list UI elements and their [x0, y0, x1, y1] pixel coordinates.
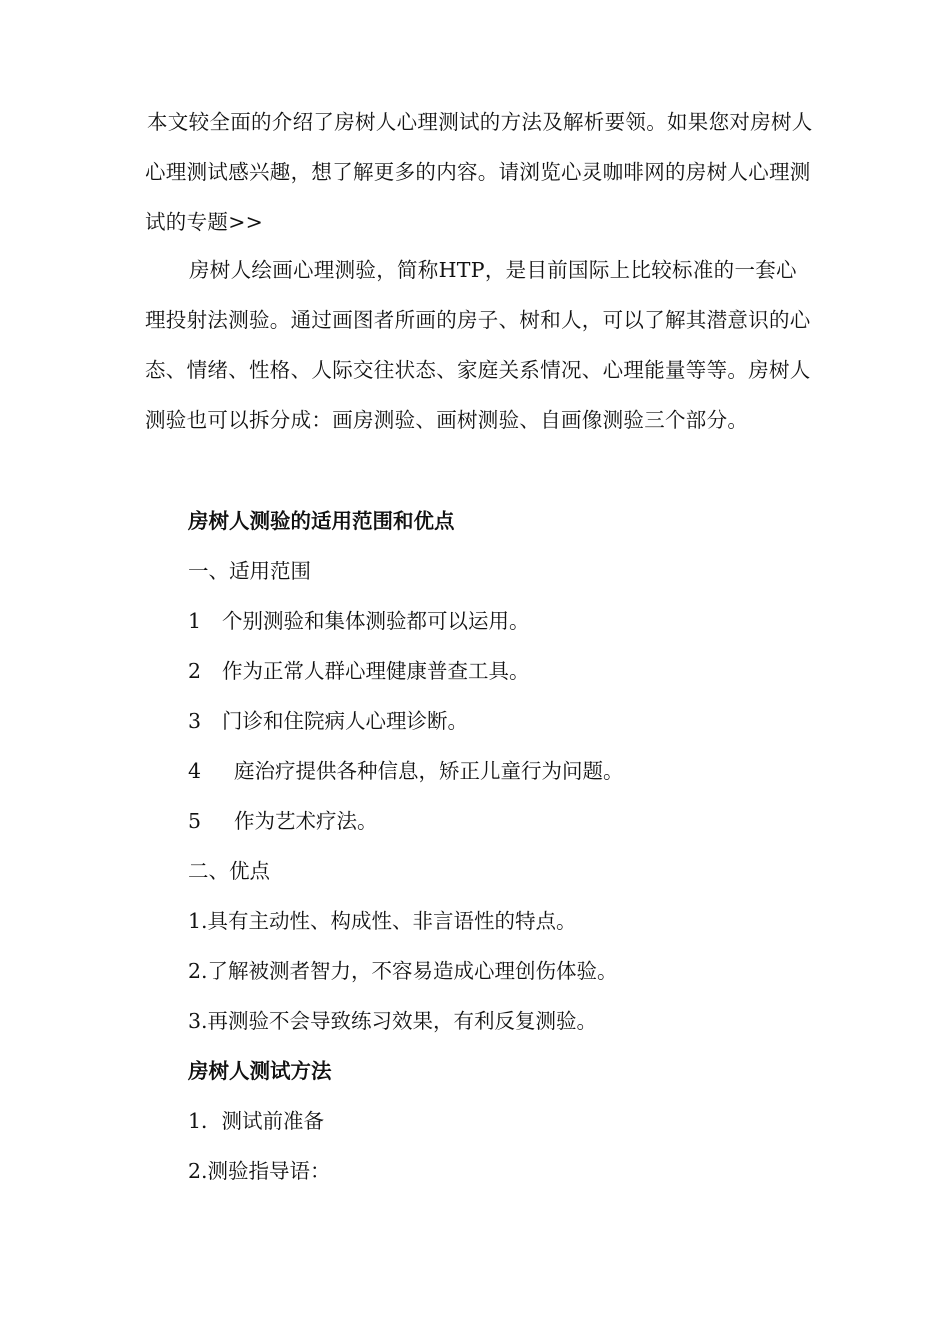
method-step: 1．测试前准备 [188, 1109, 325, 1133]
scope-title: 一、适用范围 [188, 559, 311, 583]
advantages-title: 二、优点 [188, 859, 270, 883]
list-item-text: 庭治疗提供各种信息，矫正儿童行为问题。 [234, 759, 624, 783]
list-item [188, 746, 624, 796]
list-item-number: 1 [188, 609, 202, 633]
list-item-text: 门诊和住院病人心理诊断。 [222, 709, 468, 733]
method-step: 2.测验指导语： [188, 1159, 331, 1183]
list-item-text: 作为艺术疗法。 [234, 809, 378, 833]
advantage-item: 2.了解被测者智力，不容易造成心理创伤体验。 [188, 959, 618, 983]
list-item-number: 3 [188, 709, 202, 733]
description-paragraph: 房树人绘画心理测验，简称HTP，是目前国际上比较标准的一套心理投射法测验。通过画图者所画的房子、树和人，可以了解其潜意识的心态、情绪、性格、人际交往状态、家庭关系情况、心理能量等等。房树人测验也可以拆分成：画房测验、画树测验、自画像测验三个部分。 [145, 258, 811, 432]
list-item [188, 796, 378, 846]
list-item-number: 4 [188, 759, 202, 783]
list-item [188, 596, 530, 646]
section-heading-test-method: 房树人测试方法 [188, 1059, 332, 1083]
list-item-number: 5 [188, 809, 202, 833]
list-item-text: 个别测验和集体测验都可以运用。 [222, 609, 530, 633]
section-heading-scope-advantages: 房树人测验的适用范围和优点 [188, 509, 455, 533]
list-item [188, 646, 530, 696]
advantage-item: 1.具有主动性、构成性、非言语性的特点。 [188, 909, 577, 933]
list-item-number: 2 [188, 659, 202, 683]
list-item-text: 作为正常人群心理健康普查工具。 [222, 659, 530, 683]
advantage-item: 3.再测验不会导致练习效果，有利反复测验。 [188, 1009, 598, 1033]
intro-paragraph: 本文较全面的介绍了房树人心理测试的方法及解析要领。如果您对房树人心理测试感兴趣，想了解更多的内容。请浏览心灵咖啡网的房树人心理测试的专题>> [145, 110, 813, 234]
list-item [188, 696, 468, 746]
